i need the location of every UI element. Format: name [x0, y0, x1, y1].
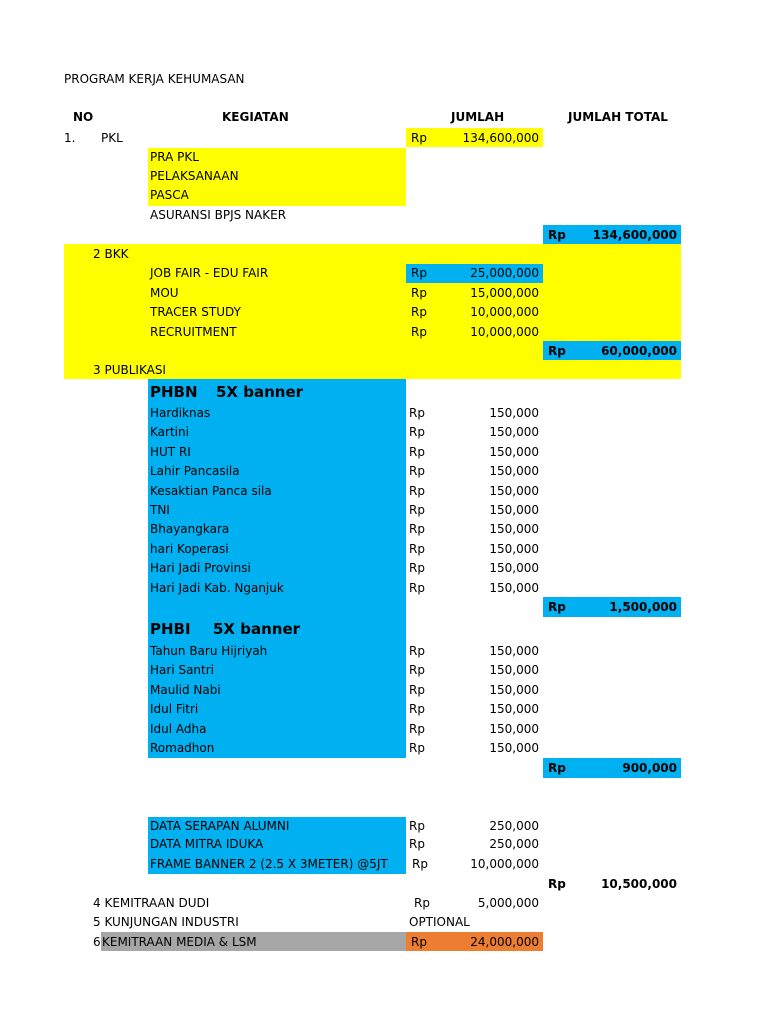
phbn-item-amount: 150,000: [489, 522, 539, 536]
pkl-item: PRA PKL: [150, 150, 199, 164]
pkl-item: ASURANSI BPJS NAKER: [150, 208, 287, 222]
phbn-item: HUT RI: [150, 445, 191, 459]
bkk-item-amount: 10,000,000: [470, 325, 539, 339]
bkk-item: MOU: [150, 286, 179, 300]
phbn-item: Lahir Pancasila: [150, 464, 240, 478]
header-jumlah: JUMLAH: [451, 110, 505, 124]
kemitraan-media-currency: Rp: [411, 935, 427, 949]
kemitraan-dudi-amount: 5,000,000: [477, 896, 539, 910]
bkk-item-currency: Rp: [411, 305, 427, 319]
phbn-item: Bhayangkara: [150, 522, 230, 536]
phbn-item-currency: Rp: [409, 484, 425, 498]
phbi-note: 5X banner: [213, 620, 301, 638]
bkk-item-currency: Rp: [411, 325, 427, 339]
bkk-total-currency: Rp: [548, 344, 566, 358]
phbi-item-currency: Rp: [409, 663, 425, 677]
bkk-label: 2 BKK: [93, 247, 129, 261]
other-total: 10,500,000: [601, 877, 677, 891]
kemitraan-media-number: 6: [93, 935, 101, 949]
phbn-item: Hari Jadi Kab. Nganjuk: [150, 581, 284, 595]
bkk-item-amount: 10,000,000: [470, 305, 539, 319]
bkk-item: TRACER STUDY: [150, 305, 241, 319]
bkk-item-amount: 15,000,000: [470, 286, 539, 300]
phbi-item: Hari Santri: [150, 663, 215, 677]
phbi-item-amount: 150,000: [489, 702, 539, 716]
phbi-item-currency: Rp: [409, 683, 425, 697]
page-title: PROGRAM KERJA KEHUMASAN: [64, 72, 245, 86]
phbn-heading: PHBN: [150, 383, 198, 401]
phbn-item-amount: 150,000: [489, 484, 539, 498]
phbn-item-currency: Rp: [409, 581, 425, 595]
phbn-item-currency: Rp: [409, 464, 425, 478]
phbn-item-currency: Rp: [409, 561, 425, 575]
phbn-note: 5X banner: [216, 383, 304, 401]
phbn-item-currency: Rp: [409, 542, 425, 556]
phbn-item: Kartini: [150, 425, 189, 439]
phbi-item: Maulid Nabi: [150, 683, 221, 697]
phbn-item-currency: Rp: [409, 425, 425, 439]
other-item-amount: 250,000: [489, 819, 539, 833]
pkl-currency: Rp: [411, 131, 427, 145]
phbi-item-amount: 150,000: [489, 683, 539, 697]
phbn-item: Hari Jadi Provinsi: [150, 561, 251, 575]
phbi-item-amount: 150,000: [489, 741, 539, 755]
phbn-item-amount: 150,000: [489, 464, 539, 478]
phbi-item: Romadhon: [150, 741, 215, 755]
bkk-section-highlight-bottom: [64, 341, 543, 360]
phbn-item-amount: 150,000: [489, 561, 539, 575]
bkk-item: RECRUITMENT: [150, 325, 237, 339]
phbn-item: hari Koperasi: [150, 542, 229, 556]
pkl-item: PELAKSANAAN: [150, 169, 239, 183]
bkk-total: 60,000,000: [601, 344, 677, 358]
pkl-item: PASCA: [150, 188, 189, 202]
phbi-item-amount: 150,000: [489, 644, 539, 658]
phbi-item: Idul Fitri: [150, 702, 199, 716]
phbi-item: Tahun Baru Hijriyah: [150, 644, 268, 658]
other-item-currency: Rp: [412, 857, 428, 871]
phbn-item: Kesaktian Panca sila: [150, 484, 272, 498]
other-item: DATA SERAPAN ALUMNI: [150, 819, 290, 833]
pkl-number: 1.: [64, 131, 76, 145]
phbn-item: TNI: [150, 503, 170, 517]
phbn-total: 1,500,000: [609, 600, 677, 614]
kemitraan-media-amount: 24,000,000: [470, 935, 539, 949]
phbi-item-currency: Rp: [409, 644, 425, 658]
phbn-item-amount: 150,000: [489, 542, 539, 556]
phbi-item-currency: Rp: [409, 741, 425, 755]
phbn-item-amount: 150,000: [489, 406, 539, 420]
bkk-item: JOB FAIR - EDU FAIR: [150, 266, 269, 280]
pkl-total-currency: Rp: [548, 228, 566, 242]
kemitraan-dudi-currency: Rp: [414, 896, 430, 910]
other-item-currency: Rp: [409, 819, 425, 833]
other-item-amount: 250,000: [489, 837, 539, 851]
phbi-item: Idul Adha: [150, 722, 207, 736]
kemitraan-dudi-label: 4 KEMITRAAN DUDI: [93, 896, 210, 910]
phbn-item-currency: Rp: [409, 406, 425, 420]
phbi-heading: PHBI: [150, 620, 191, 638]
bkk-item-currency: Rp: [411, 266, 427, 280]
pkl-total: 134,600,000: [592, 228, 677, 242]
other-item: FRAME BANNER 2 (2.5 X 3METER) @5JT: [150, 857, 388, 871]
phbi-item-amount: 150,000: [489, 663, 539, 677]
bkk-item-currency: Rp: [411, 286, 427, 300]
phbi-total: 900,000: [622, 761, 677, 775]
phbi-item-currency: Rp: [409, 702, 425, 716]
phbn-item-currency: Rp: [409, 503, 425, 517]
phbn-item: Hardiknas: [150, 406, 211, 420]
kemitraan-media-label: KEMITRAAN MEDIA & LSM: [102, 935, 257, 949]
other-item-amount: 10,000,000: [470, 857, 539, 871]
publikasi-label: 3 PUBLIKASI: [93, 363, 166, 377]
header-no: NO: [73, 110, 94, 124]
other-item: DATA MITRA IDUKA: [150, 837, 264, 851]
phbn-item-currency: Rp: [409, 445, 425, 459]
phbn-item-amount: 150,000: [489, 425, 539, 439]
phbi-item-currency: Rp: [409, 722, 425, 736]
other-total-currency: Rp: [548, 877, 566, 891]
header-kegiatan: KEGIATAN: [222, 110, 289, 124]
pkl-label: PKL: [101, 131, 123, 145]
phbn-item-amount: 150,000: [489, 503, 539, 517]
phbn-item-amount: 150,000: [489, 581, 539, 595]
kunjungan-label: 5 KUNJUNGAN INDUSTRI: [93, 915, 239, 929]
phbn-item-currency: Rp: [409, 522, 425, 536]
phbn-item-amount: 150,000: [489, 445, 539, 459]
phbn-total-currency: Rp: [548, 600, 566, 614]
phbi-item-amount: 150,000: [489, 722, 539, 736]
other-item-currency: Rp: [409, 837, 425, 851]
kunjungan-value: OPTIONAL: [409, 915, 470, 929]
phbi-total-currency: Rp: [548, 761, 566, 775]
pkl-amount: 134,600,000: [462, 131, 539, 145]
header-jumlah-total: JUMLAH TOTAL: [568, 110, 668, 124]
bkk-item-amount: 25,000,000: [470, 266, 539, 280]
